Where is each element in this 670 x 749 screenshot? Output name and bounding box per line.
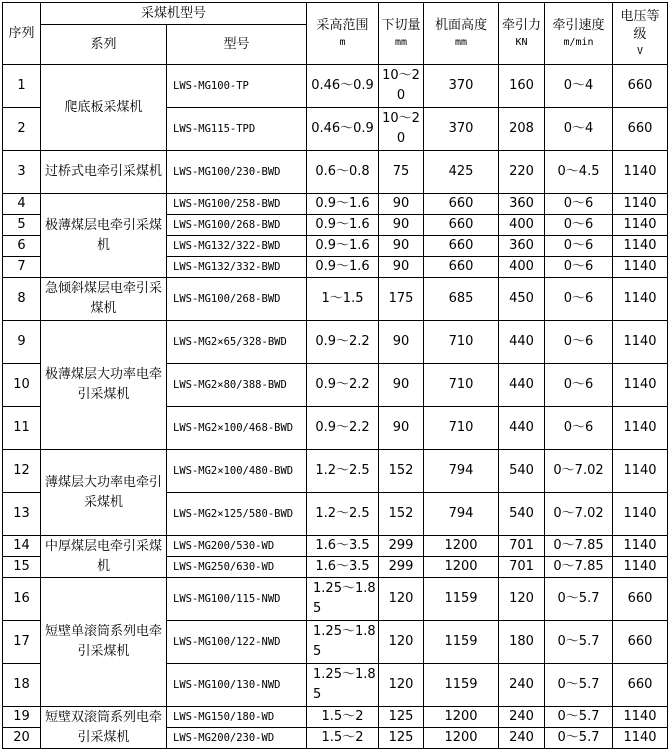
series-name: 急倾斜煤层电牵引采煤机	[41, 278, 167, 321]
cut-depth: 90	[379, 236, 424, 257]
mining-height-range: 1.6～3.5	[307, 536, 379, 557]
table-row	[3, 536, 668, 557]
row-number: 1	[3, 65, 41, 108]
mining-height-range: 0.9～1.6	[307, 257, 379, 278]
model-code: LWS-MG2×100/480-BWD	[167, 450, 307, 493]
model-code: LWS-MG2×100/468-BWD	[167, 407, 307, 450]
cut-depth: 125	[379, 728, 424, 749]
traction-force: 208	[499, 108, 545, 151]
row-number: 4	[3, 194, 41, 215]
table-row	[3, 450, 668, 493]
traction-force: 360	[499, 236, 545, 257]
traction-force: 450	[499, 278, 545, 321]
mining-height-range: 1.6～3.5	[307, 557, 379, 578]
header-model: 型号	[167, 25, 307, 65]
traction-speed: 0～7.85	[545, 557, 613, 578]
cut-depth: 299	[379, 536, 424, 557]
traction-speed: 0～6	[545, 278, 613, 321]
series-name: 短壁双滚筒系列电牵引采煤机	[41, 707, 167, 749]
traction-speed: 0～6	[545, 407, 613, 450]
machine-height: 685	[424, 278, 499, 321]
voltage-level: 1140	[613, 536, 668, 557]
machine-height: 425	[424, 151, 499, 194]
traction-speed: 0～4	[545, 65, 613, 108]
traction-force: 240	[499, 707, 545, 728]
voltage-level: 660	[613, 65, 668, 108]
voltage-level: 1140	[613, 151, 668, 194]
traction-force: 400	[499, 215, 545, 236]
voltage-level: 660	[613, 578, 668, 621]
cut-depth: 10～20	[379, 108, 424, 151]
cut-depth: 90	[379, 364, 424, 407]
model-code: LWS-MG132/322-BWD	[167, 236, 307, 257]
row-number: 15	[3, 557, 41, 578]
machine-height: 710	[424, 364, 499, 407]
traction-force: 180	[499, 621, 545, 664]
traction-force: 400	[499, 257, 545, 278]
table-row	[3, 278, 668, 321]
model-code: LWS-MG100/268-BWD	[167, 215, 307, 236]
machine-height: 794	[424, 493, 499, 536]
machine-height: 370	[424, 108, 499, 151]
model-code: LWS-MG100-TP	[167, 65, 307, 108]
traction-speed: 0～7.02	[545, 450, 613, 493]
row-number: 3	[3, 151, 41, 194]
machine-height: 660	[424, 257, 499, 278]
mining-height-range: 0.9～2.2	[307, 407, 379, 450]
traction-speed: 0～7.85	[545, 536, 613, 557]
machine-height: 710	[424, 321, 499, 364]
voltage-level: 1140	[613, 728, 668, 749]
machine-height: 1200	[424, 557, 499, 578]
traction-speed: 0～4	[545, 108, 613, 151]
model-code: LWS-MG100/258-BWD	[167, 194, 307, 215]
header-seq: 序列	[3, 3, 41, 65]
machine-height: 660	[424, 215, 499, 236]
model-code: LWS-MG150/180-WD	[167, 707, 307, 728]
traction-force: 240	[499, 664, 545, 707]
model-code: LWS-MG100/230-BWD	[167, 151, 307, 194]
cut-depth: 90	[379, 407, 424, 450]
cut-depth: 90	[379, 194, 424, 215]
voltage-level: 1140	[613, 236, 668, 257]
cut-depth: 120	[379, 664, 424, 707]
machine-height: 1200	[424, 707, 499, 728]
traction-speed: 0～5.7	[545, 578, 613, 621]
traction-force: 120	[499, 578, 545, 621]
voltage-level: 660	[613, 664, 668, 707]
row-number: 9	[3, 321, 41, 364]
voltage-level: 660	[613, 621, 668, 664]
machine-height: 1159	[424, 621, 499, 664]
table-row	[3, 707, 668, 728]
header-voltage: 电压等级 V	[613, 3, 668, 65]
table-row	[3, 321, 668, 364]
row-number: 6	[3, 236, 41, 257]
model-code: LWS-MG200/230-WD	[167, 728, 307, 749]
traction-speed: 0～6	[545, 194, 613, 215]
machine-height: 660	[424, 236, 499, 257]
mining-height-range: 0.46～0.9	[307, 108, 379, 151]
voltage-level: 1140	[613, 215, 668, 236]
cut-depth: 90	[379, 257, 424, 278]
cut-depth: 90	[379, 321, 424, 364]
table-row	[3, 578, 668, 621]
model-code: LWS-MG250/630-WD	[167, 557, 307, 578]
series-name: 中厚煤层电牵引采煤机	[41, 536, 167, 578]
row-number: 7	[3, 257, 41, 278]
traction-speed: 0～6	[545, 257, 613, 278]
machine-height: 1200	[424, 728, 499, 749]
row-number: 18	[3, 664, 41, 707]
model-code: LWS-MG2×125/580-BWD	[167, 493, 307, 536]
header-height: 机面高度 mm	[424, 3, 499, 65]
mining-height-range: 1.25～1.85	[307, 664, 379, 707]
traction-force: 701	[499, 557, 545, 578]
traction-force: 540	[499, 493, 545, 536]
header-series: 系列	[41, 25, 167, 65]
machine-height: 1159	[424, 578, 499, 621]
traction-force: 440	[499, 407, 545, 450]
voltage-level: 1140	[613, 194, 668, 215]
mining-height-range: 0.6～0.8	[307, 151, 379, 194]
cut-depth: 152	[379, 493, 424, 536]
series-name: 短壁单滚筒系列电牵引采煤机	[41, 578, 167, 707]
mining-height-range: 0.9～1.6	[307, 194, 379, 215]
mining-height-range: 1.5～2	[307, 728, 379, 749]
cut-depth: 152	[379, 450, 424, 493]
row-number: 5	[3, 215, 41, 236]
model-code: LWS-MG115-TPD	[167, 108, 307, 151]
row-number: 14	[3, 536, 41, 557]
row-number: 10	[3, 364, 41, 407]
row-number: 20	[3, 728, 41, 749]
series-name: 极薄煤层电牵引采煤机	[41, 194, 167, 278]
mining-height-range: 0.46～0.9	[307, 65, 379, 108]
cut-depth: 125	[379, 707, 424, 728]
row-number: 19	[3, 707, 41, 728]
traction-force: 220	[499, 151, 545, 194]
cut-depth: 120	[379, 621, 424, 664]
machine-height: 660	[424, 194, 499, 215]
voltage-level: 1140	[613, 257, 668, 278]
model-code: LWS-MG2×65/328-BWD	[167, 321, 307, 364]
table-body	[3, 65, 668, 749]
traction-force: 440	[499, 364, 545, 407]
machine-height: 1159	[424, 664, 499, 707]
mining-height-range: 0.9～1.6	[307, 215, 379, 236]
header-traction: 牵引力 KN	[499, 3, 545, 65]
row-number: 11	[3, 407, 41, 450]
traction-speed: 0～5.7	[545, 664, 613, 707]
mining-height-range: 1.2～2.5	[307, 493, 379, 536]
voltage-level: 1140	[613, 321, 668, 364]
traction-speed: 0～4.5	[545, 151, 613, 194]
row-number: 17	[3, 621, 41, 664]
machine-height: 1200	[424, 536, 499, 557]
header-speed: 牵引速度 m/min	[545, 3, 613, 65]
table-row	[3, 194, 668, 215]
traction-speed: 0～6	[545, 215, 613, 236]
traction-speed: 0～6	[545, 236, 613, 257]
model-code: LWS-MG100/130-NWD	[167, 664, 307, 707]
table-row	[3, 151, 668, 194]
mining-height-range: 1～1.5	[307, 278, 379, 321]
traction-force: 240	[499, 728, 545, 749]
voltage-level: 1140	[613, 493, 668, 536]
mining-height-range: 1.2～2.5	[307, 450, 379, 493]
row-number: 12	[3, 450, 41, 493]
traction-force: 701	[499, 536, 545, 557]
mining-height-range: 1.25～1.85	[307, 621, 379, 664]
row-number: 2	[3, 108, 41, 151]
voltage-level: 660	[613, 108, 668, 151]
voltage-level: 1140	[613, 278, 668, 321]
model-code: LWS-MG132/332-BWD	[167, 257, 307, 278]
voltage-level: 1140	[613, 707, 668, 728]
mining-height-range: 1.5～2	[307, 707, 379, 728]
row-number: 13	[3, 493, 41, 536]
cut-depth: 120	[379, 578, 424, 621]
mining-height-range: 0.9～2.2	[307, 364, 379, 407]
machine-height: 370	[424, 65, 499, 108]
model-code: LWS-MG100/268-BWD	[167, 278, 307, 321]
header-group: 采煤机型号	[41, 3, 307, 25]
voltage-level: 1140	[613, 450, 668, 493]
mining-height-range: 0.9～1.6	[307, 236, 379, 257]
model-code: LWS-MG2×80/388-BWD	[167, 364, 307, 407]
shearer-spec-table	[2, 2, 668, 749]
machine-height: 794	[424, 450, 499, 493]
cut-depth: 90	[379, 215, 424, 236]
cut-depth: 10～20	[379, 65, 424, 108]
machine-height: 710	[424, 407, 499, 450]
voltage-level: 1140	[613, 557, 668, 578]
cut-depth: 175	[379, 278, 424, 321]
series-name: 薄煤层大功率电牵引采煤机	[41, 450, 167, 536]
traction-speed: 0～6	[545, 364, 613, 407]
header-range: 采高范围 m	[307, 3, 379, 65]
traction-speed: 0～5.7	[545, 728, 613, 749]
row-number: 16	[3, 578, 41, 621]
row-number: 8	[3, 278, 41, 321]
header-cut: 下切量 mm	[379, 3, 424, 65]
cut-depth: 299	[379, 557, 424, 578]
series-name: 爬底板采煤机	[41, 65, 167, 151]
series-name: 过桥式电牵引采煤机	[41, 151, 167, 194]
model-code: LWS-MG200/530-WD	[167, 536, 307, 557]
series-name: 极薄煤层大功率电牵引采煤机	[41, 321, 167, 450]
cut-depth: 75	[379, 151, 424, 194]
traction-speed: 0～5.7	[545, 621, 613, 664]
traction-speed: 0～7.02	[545, 493, 613, 536]
traction-force: 440	[499, 321, 545, 364]
voltage-level: 1140	[613, 407, 668, 450]
mining-height-range: 0.9～2.2	[307, 321, 379, 364]
traction-force: 160	[499, 65, 545, 108]
model-code: LWS-MG100/122-NWD	[167, 621, 307, 664]
traction-force: 360	[499, 194, 545, 215]
model-code: LWS-MG100/115-NWD	[167, 578, 307, 621]
mining-height-range: 1.25～1.85	[307, 578, 379, 621]
traction-speed: 0～6	[545, 321, 613, 364]
table-row	[3, 65, 668, 108]
traction-force: 540	[499, 450, 545, 493]
voltage-level: 1140	[613, 364, 668, 407]
traction-speed: 0～5.7	[545, 707, 613, 728]
